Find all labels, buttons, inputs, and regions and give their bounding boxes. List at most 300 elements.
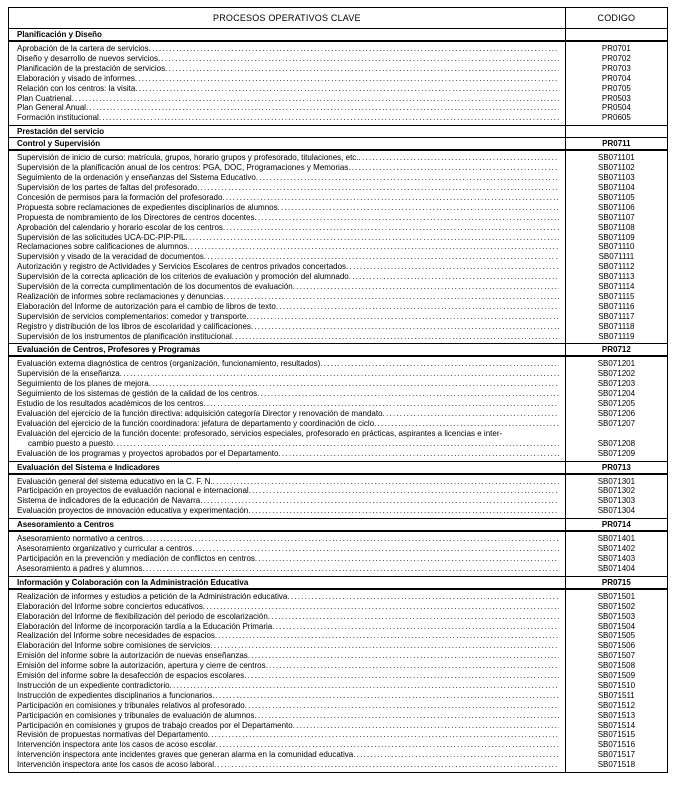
- process-code: SB071504: [565, 622, 667, 632]
- dot-leader: [278, 449, 558, 459]
- process-label-cell: [9, 544, 566, 554]
- process-label-cell: [9, 429, 566, 439]
- process-label: [17, 671, 559, 681]
- process-label-text: Reclamaciones sobre calificaciones de alumnos: [17, 242, 188, 252]
- section-title: Asesoramiento a Centros: [9, 519, 566, 532]
- process-label-cell: [9, 74, 566, 84]
- process-label-cell: [9, 292, 566, 302]
- process-label-cell: [9, 531, 566, 544]
- process-label: [17, 153, 559, 163]
- process-code: SB071303: [565, 496, 667, 506]
- process-label: [17, 163, 559, 173]
- process-label-cell: [9, 282, 566, 292]
- process-code: SB071209: [565, 449, 667, 461]
- process-code: SB071117: [565, 312, 667, 322]
- table-row: [9, 282, 668, 292]
- process-label: [17, 760, 559, 770]
- table-row: [9, 252, 668, 262]
- process-label-cell: [9, 252, 566, 262]
- process-label: [17, 691, 559, 701]
- process-code: PR0702: [565, 54, 667, 64]
- dot-leader: [257, 389, 559, 399]
- process-code: SB071110: [565, 242, 667, 252]
- process-label-text: Instrucción de un expediente contradictorio: [17, 680, 170, 690]
- table-row: [9, 193, 668, 203]
- process-code: SB071510: [565, 681, 667, 691]
- process-code: PR0504: [565, 103, 667, 113]
- process-label-cell: [9, 641, 566, 651]
- table-row: [9, 641, 668, 651]
- dot-leader: [255, 554, 559, 564]
- process-label: [17, 419, 559, 429]
- table-row: [9, 602, 668, 612]
- process-label: [17, 554, 559, 564]
- process-code: SB071402: [565, 544, 667, 554]
- table-row: [9, 474, 668, 487]
- header-processes: PROCESOS OPERATIVOS CLAVE: [9, 8, 566, 29]
- table-row: [9, 163, 668, 173]
- table-row: [9, 730, 668, 740]
- dot-leader: [170, 681, 559, 691]
- process-label: [17, 94, 559, 104]
- process-label-cell: [9, 409, 566, 419]
- process-label-cell: [9, 64, 566, 74]
- process-table: [8, 7, 668, 773]
- process-code: SB071512: [565, 701, 667, 711]
- process-label-cell: [9, 356, 566, 369]
- table-row: [9, 651, 668, 661]
- table-row: [9, 439, 668, 449]
- process-label: [17, 740, 559, 750]
- process-code: SB071105: [565, 193, 667, 203]
- table-row: [9, 589, 668, 602]
- process-label: [17, 622, 559, 632]
- dot-leader: [186, 233, 559, 243]
- dot-leader: [293, 721, 559, 731]
- process-code: SB071119: [565, 332, 667, 344]
- process-label-cell: [9, 193, 566, 203]
- process-label: [17, 302, 559, 312]
- dot-leader: [349, 272, 559, 282]
- process-code: SB071203: [565, 379, 667, 389]
- section-title: Planificación y Diseño: [9, 29, 566, 42]
- dot-leader: [223, 292, 558, 302]
- process-label-cell: [9, 486, 566, 496]
- process-label: [17, 631, 559, 641]
- process-code: SB071104: [565, 183, 667, 193]
- process-label-text: Evaluación general del sistema educativo en la C. F. N.: [17, 476, 213, 486]
- dot-leader: [348, 163, 558, 173]
- process-code: SB071514: [565, 721, 667, 731]
- section-code: PR0714: [565, 519, 667, 532]
- process-code: SB071101: [565, 150, 667, 163]
- process-label: [17, 449, 559, 459]
- process-code: PR0605: [565, 113, 667, 125]
- process-code: SB071515: [565, 730, 667, 740]
- process-label-text: Supervisión de los instrumentos de planificación institucional: [17, 331, 232, 341]
- process-label-text: Intervención inspectora ante los casos de acoso escolar: [17, 740, 216, 750]
- process-label-text: Supervisión de inicio de curso: matrícula, grupos, horario grupos y profesorado, titulaciones, etc.: [17, 153, 359, 163]
- table-row: [9, 399, 668, 409]
- process-label-text: Aprobación de la cartera de servicios: [17, 44, 149, 53]
- process-label-text: Plan Cuatrienal: [17, 93, 72, 103]
- process-label-cell: [9, 103, 566, 113]
- process-label-text: Evaluación proyectos de innovación educativa y experimentación: [17, 506, 249, 516]
- table-row: [9, 322, 668, 332]
- process-code: SB071304: [565, 506, 667, 518]
- dot-leader: [210, 641, 558, 651]
- process-label-cell: [9, 612, 566, 622]
- process-label: [17, 312, 559, 322]
- section-code: [565, 29, 667, 42]
- process-label: [17, 564, 559, 574]
- table-row: [9, 292, 668, 302]
- process-code: SB071513: [565, 711, 667, 721]
- process-label: [17, 193, 559, 203]
- process-code: SB071206: [565, 409, 667, 419]
- dot-leader: [254, 213, 558, 223]
- process-label: [17, 359, 559, 369]
- section-code: PR0715: [565, 576, 667, 589]
- process-label-text: Intervención inspectora ante los casos de acoso laboral: [17, 760, 215, 770]
- table-row: [9, 379, 668, 389]
- process-label-cell: [9, 760, 566, 772]
- process-label: [17, 64, 559, 74]
- process-label-text: Emisión del informe sobre la autorización de nuevas enseñanzas: [17, 651, 248, 661]
- table-row: [9, 262, 668, 272]
- process-label: [17, 322, 559, 332]
- process-label-text: Evaluación del ejercicio de la función directiva: adquisición categoría Director y renovación de mandato: [17, 409, 383, 418]
- section-code: PR0711: [565, 138, 667, 151]
- table-row: [9, 272, 668, 282]
- dot-leader: [135, 74, 559, 84]
- table-row: [9, 531, 668, 544]
- process-code: SB071204: [565, 389, 667, 399]
- process-code: PR0503: [565, 94, 667, 104]
- table-row: [9, 681, 668, 691]
- process-code: SB071506: [565, 641, 667, 651]
- table-row: [9, 496, 668, 506]
- table-row: [9, 622, 668, 632]
- process-label-cell: [9, 711, 566, 721]
- process-label-cell: [9, 233, 566, 243]
- process-label: [17, 252, 559, 262]
- process-label-cell: [9, 589, 566, 602]
- process-code: SB071109: [565, 233, 667, 243]
- process-label: [17, 84, 559, 94]
- process-code: SB071111: [565, 252, 667, 262]
- process-label: [17, 721, 559, 731]
- process-label: [17, 651, 559, 661]
- table-row: [9, 389, 668, 399]
- process-label: [17, 544, 559, 554]
- process-label: [17, 641, 559, 651]
- process-code: SB071508: [565, 661, 667, 671]
- process-label-cell: [9, 150, 566, 163]
- process-label-cell: [9, 272, 566, 282]
- process-label-cell: [9, 379, 566, 389]
- process-code: SB071509: [565, 671, 667, 681]
- process-code: SB071511: [565, 691, 667, 701]
- table-row: [9, 721, 668, 731]
- dot-leader: [223, 223, 559, 233]
- process-code: SB071518: [565, 760, 667, 772]
- process-code: SB071118: [565, 322, 667, 332]
- table-row: [9, 173, 668, 183]
- dot-leader: [254, 711, 558, 721]
- process-code: SB071301: [565, 474, 667, 487]
- process-label-text: Aprobación del calendario y horario escolar de los centros: [17, 222, 223, 232]
- table-row: [9, 506, 668, 518]
- process-code: SB071108: [565, 223, 667, 233]
- table-row: [9, 183, 668, 193]
- process-label-cell: [9, 213, 566, 223]
- process-label: [17, 592, 559, 602]
- dot-leader: [120, 369, 559, 379]
- process-label: [17, 282, 559, 292]
- process-label-text: Instrucción de expedientes disciplinarios a funcionarios: [17, 690, 213, 700]
- process-code: PR0703: [565, 64, 667, 74]
- process-label: [17, 496, 559, 506]
- process-label-text: Seguimiento de los sistemas de gestión de la calidad de los centros: [17, 389, 258, 399]
- dot-leader: [216, 740, 559, 750]
- table-row: [9, 750, 668, 760]
- process-label: [17, 203, 559, 213]
- dot-leader: [359, 153, 559, 163]
- process-label: [17, 534, 559, 544]
- process-label-text: Emisión del informe sobre la autorización, apertura y cierre de centros: [17, 661, 266, 671]
- dot-leader: [374, 419, 559, 429]
- process-code: SB071403: [565, 554, 667, 564]
- table-row: [9, 564, 668, 576]
- process-code: SB071503: [565, 612, 667, 622]
- process-label-cell: [9, 399, 566, 409]
- process-label-line1: Evaluación del ejercicio de la función docente: profesorado, servicios especiales, profesorado en prácticas, aspirantes a licencias e inter-: [17, 428, 503, 438]
- process-label-cell: [9, 691, 566, 701]
- process-label-text: Evaluación externa diagnóstica de centros (organización, funcionamiento, resultados): [17, 359, 321, 369]
- section-title: Información y Colaboración con la Administración Educativa: [9, 576, 566, 589]
- process-label-cell: [9, 54, 566, 64]
- process-code: SB071501: [565, 589, 667, 602]
- table-row: [9, 41, 668, 54]
- dot-leader: [215, 631, 559, 641]
- process-label: [17, 223, 559, 233]
- process-label-text: Realización del Informe sobre necesidades de espacios: [17, 631, 215, 641]
- process-label-cell: [9, 113, 566, 125]
- process-label-cell: [9, 439, 566, 449]
- process-code: SB071201: [565, 356, 667, 369]
- section-title: Prestación del servicio: [9, 126, 566, 138]
- process-label: [17, 477, 559, 487]
- section-title: Control y Supervisión: [9, 138, 566, 151]
- dot-leader: [142, 564, 558, 574]
- process-label-cell: [9, 681, 566, 691]
- dot-leader: [245, 701, 559, 711]
- dot-leader: [232, 332, 559, 342]
- dot-leader: [272, 622, 559, 632]
- section-title: Evaluación del Sistema e Indicadores: [9, 461, 566, 474]
- dot-leader: [248, 506, 559, 516]
- process-label-cell: [9, 302, 566, 312]
- process-label: [17, 272, 559, 282]
- process-label-cell: [9, 84, 566, 94]
- process-label-cell: [9, 312, 566, 322]
- dot-leader: [276, 302, 559, 312]
- dot-leader: [99, 113, 559, 123]
- process-label-text: Realización de informes y estudios a petición de la Administración educativa: [17, 591, 288, 601]
- process-label-cell: [9, 332, 566, 344]
- process-label: [17, 409, 559, 419]
- process-label-cell: [9, 262, 566, 272]
- section-code: [565, 126, 667, 138]
- process-code: SB071116: [565, 302, 667, 312]
- process-label-text: Concesión de permisos para la formación del profesorado: [17, 192, 223, 202]
- process-label: [17, 711, 559, 721]
- process-label-cell: [9, 506, 566, 518]
- dot-leader: [287, 592, 558, 602]
- section-code: PR0713: [565, 461, 667, 474]
- process-label-text: Realización de informes sobre reclamaciones y denuncias: [17, 291, 224, 301]
- process-code: SB071115: [565, 292, 667, 302]
- dot-leader: [248, 651, 559, 661]
- dot-leader: [158, 54, 559, 64]
- process-label-text: Evaluación de los programas y proyectos aprobados por el Departamento: [17, 448, 279, 458]
- dot-leader: [204, 252, 559, 262]
- process-code: SB071102: [565, 163, 667, 173]
- process-label-text: Propuesta de nombramiento de los Directores de centros docentes: [17, 212, 255, 222]
- process-label-text: Supervisión de los partes de faltas del profesorado: [17, 182, 198, 192]
- dot-leader: [251, 322, 559, 332]
- process-code: SB071208: [565, 439, 667, 449]
- process-label-cell: [9, 631, 566, 641]
- process-label: [17, 173, 559, 183]
- process-label: [17, 242, 559, 252]
- process-label-text: Supervisión y visado de la veracidad de documentos: [17, 252, 204, 262]
- table-row: [9, 661, 668, 671]
- dot-leader: [214, 760, 559, 770]
- process-label-text: Supervisión de la correcta aplicación de los criterios de evaluación y promoción del alumnado: [17, 272, 349, 282]
- process-label-text: Participación en comisiones y tribunales relativos al profesorado: [17, 700, 245, 710]
- process-label: [17, 486, 559, 496]
- process-label-text: Supervisión de la enseñanza: [17, 369, 120, 379]
- process-label: [17, 262, 559, 272]
- process-code: PR0705: [565, 84, 667, 94]
- dot-leader: [135, 84, 558, 94]
- process-label-text: Seguimiento de la ordenación y enseñanzas del Sistema Educativo: [17, 173, 256, 183]
- process-label-text: Autorización y registro de Actividades y Servicios Escolares de centros privados concertados: [17, 262, 347, 272]
- table-row: [9, 701, 668, 711]
- table-row: [9, 449, 668, 461]
- table-row: [9, 369, 668, 379]
- dot-leader: [213, 477, 559, 487]
- table-row: [9, 544, 668, 554]
- process-label: [17, 681, 559, 691]
- process-label-text: Elaboración y visado de informes: [17, 73, 135, 83]
- dot-leader: [249, 486, 559, 496]
- process-label-text: Intervención inspectora ante incidentes graves que generan alarma en la comunidad educativa: [17, 750, 354, 760]
- section-header-row: [9, 519, 668, 532]
- process-label-cell: [9, 730, 566, 740]
- process-label-cell: [9, 449, 566, 461]
- process-code: PR0704: [565, 74, 667, 84]
- process-label-cell: [9, 671, 566, 681]
- dot-leader: [200, 496, 559, 506]
- section-header-row: [9, 576, 668, 589]
- process-label: [17, 44, 559, 54]
- dot-leader: [149, 379, 559, 389]
- process-label: [17, 183, 559, 193]
- process-label: [17, 399, 559, 409]
- process-label-text: Revisión de propuestas normativas del Departamento: [17, 730, 208, 740]
- process-code: SB071205: [565, 399, 667, 409]
- section-header-row: [9, 344, 668, 357]
- table-row: [9, 302, 668, 312]
- process-label-cell: [9, 661, 566, 671]
- process-label-text: cambio puesto a puesto: [28, 438, 113, 448]
- section-header-row: [9, 461, 668, 474]
- process-label-text: Emisión del informe sobre la desafección de espacios escolares: [17, 671, 245, 681]
- process-code: SB071502: [565, 602, 667, 612]
- process-label: [17, 701, 559, 711]
- dot-leader: [192, 544, 559, 554]
- process-code-empty: [565, 429, 667, 439]
- dot-leader: [197, 183, 559, 193]
- table-row: [9, 223, 668, 233]
- dot-leader: [187, 242, 558, 252]
- table-row: [9, 554, 668, 564]
- process-label-text: Elaboración del Informe de autorización para el cambio de libros de texto: [17, 301, 276, 311]
- process-label-cell: [9, 602, 566, 612]
- process-label-cell: [9, 322, 566, 332]
- section-header-row: [9, 138, 668, 151]
- dot-leader: [246, 312, 558, 322]
- process-label-text: Diseño y desarrollo de nuevos servicios: [17, 53, 158, 63]
- process-code: SB071517: [565, 750, 667, 760]
- process-label-text: Elaboración del Informe de flexibilización del periodo de escolarización: [17, 611, 268, 621]
- process-label-text: Elaboración del Informe sobre comisiones de servicios: [17, 641, 211, 651]
- process-label: [17, 74, 559, 84]
- process-label-cell: [9, 419, 566, 429]
- process-label: [17, 103, 559, 113]
- dot-leader: [353, 750, 559, 760]
- table-row: [9, 671, 668, 681]
- dot-leader: [222, 193, 558, 203]
- table-row: [9, 233, 668, 243]
- process-code: SB071103: [565, 173, 667, 183]
- table-row: [9, 64, 668, 74]
- process-label-text: Planificación de la prestación de servicios: [17, 63, 166, 73]
- process-label-cell: [9, 496, 566, 506]
- table-row: [9, 332, 668, 344]
- dot-leader: [208, 730, 559, 740]
- process-label-cell: [9, 173, 566, 183]
- process-label-cell: [9, 474, 566, 487]
- table-row: [9, 711, 668, 721]
- process-label-cell: [9, 94, 566, 104]
- table-row: [9, 760, 668, 772]
- process-label-text: Plan General Anual: [17, 103, 86, 113]
- process-label-text: Sistema de indicadores de la educación de Navarra: [17, 496, 201, 506]
- process-label-text: Participación en comisiones y tribunales de evaluación de alumnos: [17, 710, 255, 720]
- process-label-text: Supervisión de las solicitudes UCA-DC-PIP-PIL: [17, 232, 186, 242]
- process-label-text: Participación en la prevención y mediación de conflictos en centros: [17, 553, 255, 563]
- process-label-text: Supervisión de la correcta cumplimentación de los documentos de evaluación: [17, 282, 293, 292]
- table-row: [9, 409, 668, 419]
- table-row: [9, 54, 668, 64]
- process-code: SB071207: [565, 419, 667, 429]
- process-label-cell: [9, 163, 566, 173]
- table-row: [9, 213, 668, 223]
